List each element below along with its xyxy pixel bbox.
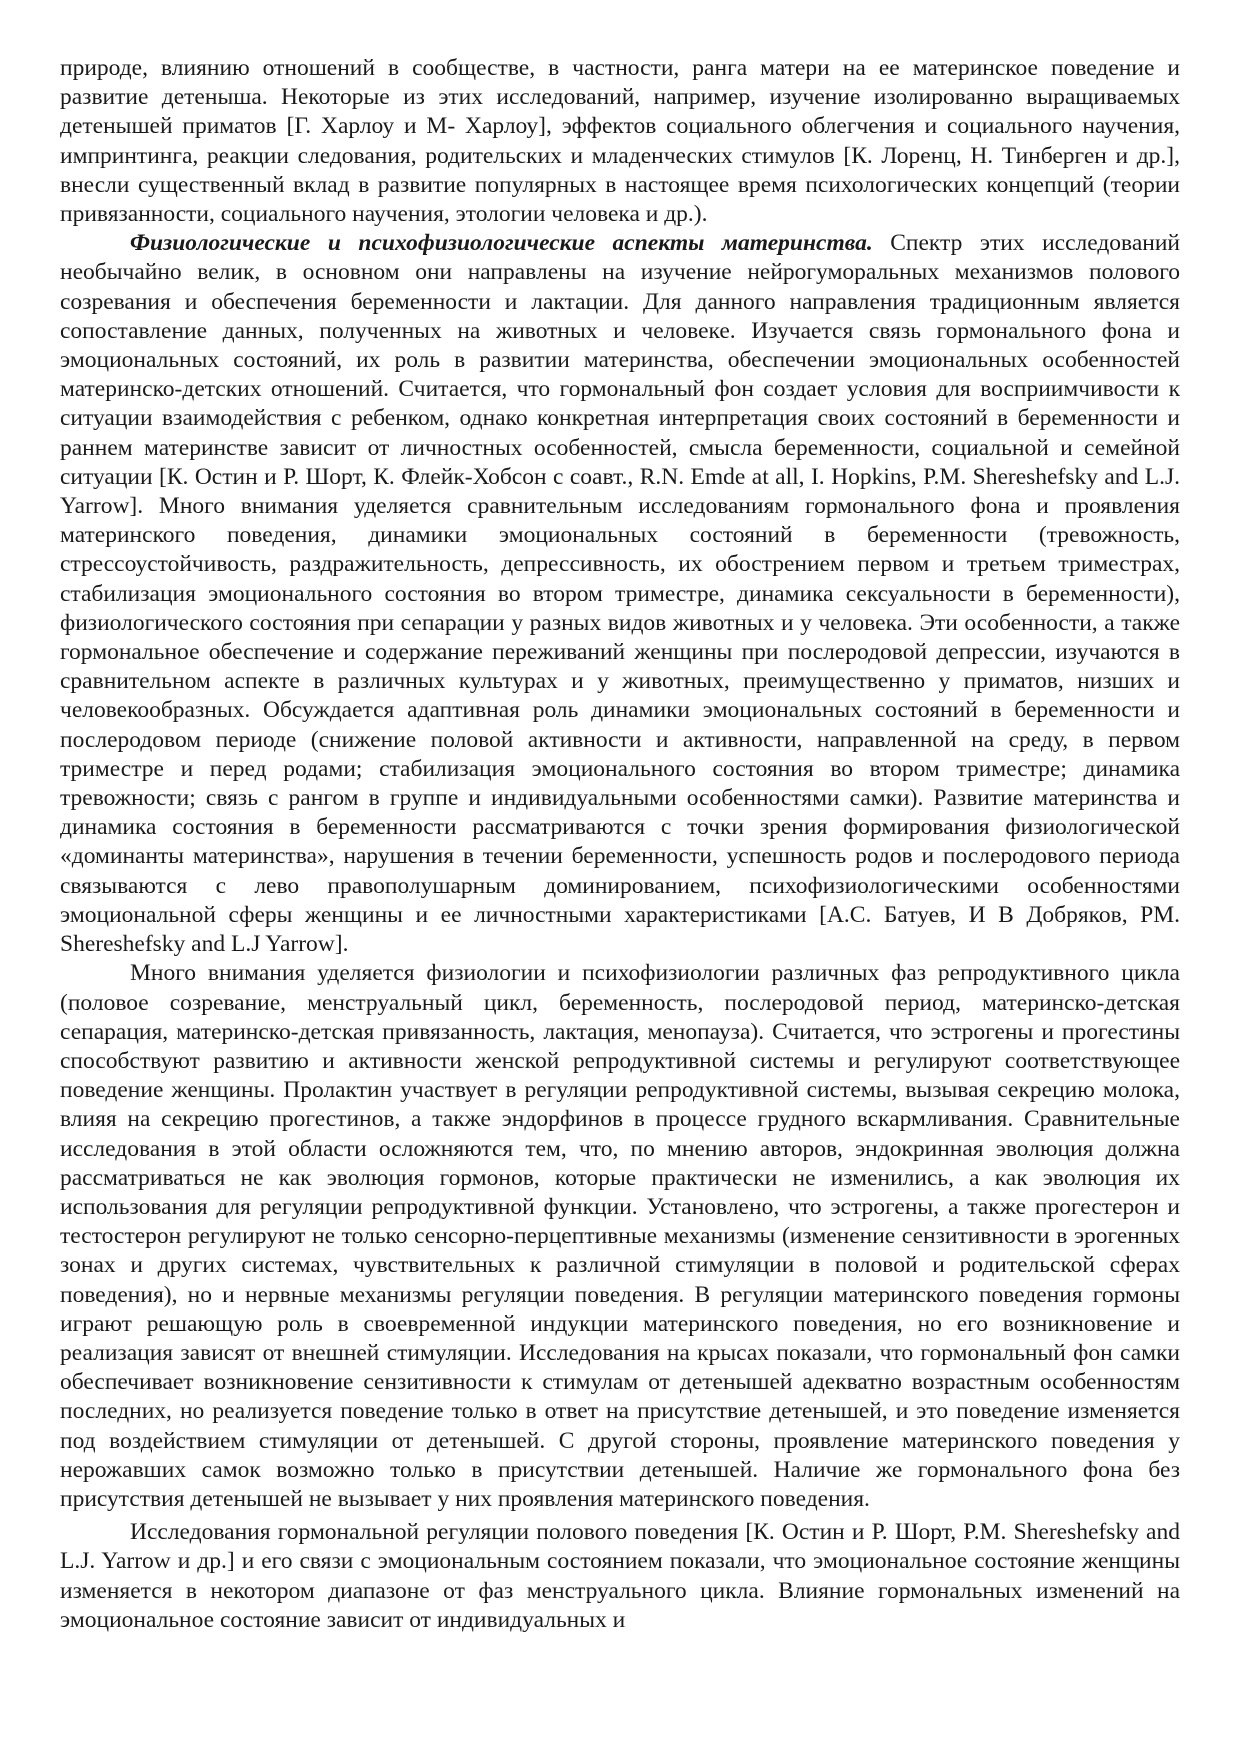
paragraph-4: Исследования гормональной регуляции полового поведения [К. Остин и Р. Шорт, P.M. Shereshefsky and L.J. Yarrow и др.] и его связи с эмоциональным состоянием показали, что эмоциональное состояние женщины изменяется в некотором диапазоне от фаз менструального цикла. Влияние гормональных изменений на эмоциональное состояние зависит от индивидуальных и xyxy=(60,1519,1180,1633)
document-page xyxy=(60,54,1180,1635)
paragraph-2 xyxy=(60,229,1180,959)
paragraph-2-body: Спектр этих исследований необычайно велик, в основном они направлены на изучение нейрогуморальных механизмов полового созревания и обеспечения беременности и лактации. Для данного направления традиционным является сопоставление данных, полученных на животных и человеке. Изучается связь гормонального фона и эмоциональных состояний, их роль в развитии материнства, обеспечении эмоциональных особенностей материнско-детских отношений. Считается, что гормональный фон создает условия для восприимчивости к ситуации взаимодействия с ребенком, однако конкретная интерпретация своих состояний в беременности и раннем материнстве зависит от личностных особенностей, смысла беременности, социальной и семейной ситуации [К. Остин и Р. Шорт, К. Флейк-Хобсон с соавт., R.N. Emde at all, I. Hopkins, P.M. Shereshefsky and L.J. Yarrow]. Много внимания уделяется сравнительным исследованиям гормонального фона и проявления материнского поведения, динамики эмоциональных состояний в беременности (тревожность, стрессоустойчивость, раздражительность, депрессивность, их обострением первом и третьем триместрах, стабилизация эмоционального состояния во втором триместре, динамика сексуальности в беременности), физиологического состояния при сепарации у разных видов животных и у человека. Эти особенности, а также гормональное обеспечение и содержание переживаний женщины при послеродовой депрессии, изучаются в сравнительном аспекте в различных культурах и у животных, преимущественно у приматов, низших и человекообразных. Обсуждается адаптивная роль динамики эмоциональных состояний в беременности и послеродовом периоде (снижение половой активности и активности, направленной на среду, в первом триместре и перед родами; стабилизация эмоционального состояния во втором триместре; динамика тревожности; связь с рангом в группе и индивидуальными особенностями самки). Развитие материнства и динамика состояния в беременности рассматриваются с точки зрения формирования физиологической «доминанты материнства», нарушения в течении беременности, успешность родов и послеродового периода связываются с лево правополушарным доминированием, психофизиологическими особенностями эмоциональной сферы женщины и ее личностными характеристиками [А.С. Батуев, И В Добряков, PM. Shereshefsky and L.J Yarrow]. xyxy=(60,230,1181,958)
section-heading: Физиологические и психофизиологические аспекты материнства. xyxy=(130,230,873,257)
paragraph-1: природе, влиянию отношений в сообществе, в частности, ранга матери на ее материнское поведение и развитие детеныша. Некоторые из этих исследований, например, изучение изолированно выращиваемых детенышей приматов [Г. Харлоу и М- Харлоу], эффектов социального облегчения и социального научения, импринтинга, реакции следования, родительских и младенческих стимулов [К. Лоренц, Н. Тинберген и др.], внесли существенный вклад в развитие популярных в настоящее время психологических концепций (теории привязанности, социального научения, этологии человека и др.). xyxy=(60,55,1180,228)
paragraph-3: Много внимания уделяется физиологии и психофизиологии различных фаз репродуктивного цикла (половое созревание, менструальный цикл, беременность, послеродовой период, материнско-детская сепарация, материнско-детская привязанность, лактация, менопауза). Считается, что эстрогены и прогестины способствуют развитию и активности женской репродуктивной системы и регулируют соответствующее поведение женщины. Пролактин участвует в регуляции репродуктивной системы, вызывая секрецию молока, влияя на секрецию прогестинов, а также эндорфинов в процессе грудного вскармливания. Сравнительные исследования в этой области осложняются тем, что, по мнению авторов, эндокринная эволюция должна рассматриваться не как эволюция гормонов, которые практически не изменились, а как эволюция их использования для регуляции репродуктивной функции. Установлено, что эстрогены, а также прогестерон и тестостерон регулируют не только сенсорно-перцептивные механизмы (изменение сензитивности в эрогенных зонах и других системах, чувствительных к различной стимуляции в половой и родительской сферах поведения), но и нервные механизмы регуляции поведения. В регуляции материнского поведения гормоны играют решающую роль в своевременной индукции материнского поведения, но его возникновение и реализация зависят от внешней стимуляции. Исследования на крысах показали, что гормональный фон самки обеспечивает возникновение сензитивности к стимулам от детенышей адекватно возрастным особенностям последних, но реализуется поведение только в ответ на присутствие детенышей, и это поведение изменяется под воздействием стимуляции от детенышей. С другой стороны, проявление материнского поведения у нерожавших самок возможно только в присутствии детенышей. Наличие же гормонального фона без присутствия детенышей не вызывает у них проявления материнского поведения. xyxy=(60,960,1180,1512)
